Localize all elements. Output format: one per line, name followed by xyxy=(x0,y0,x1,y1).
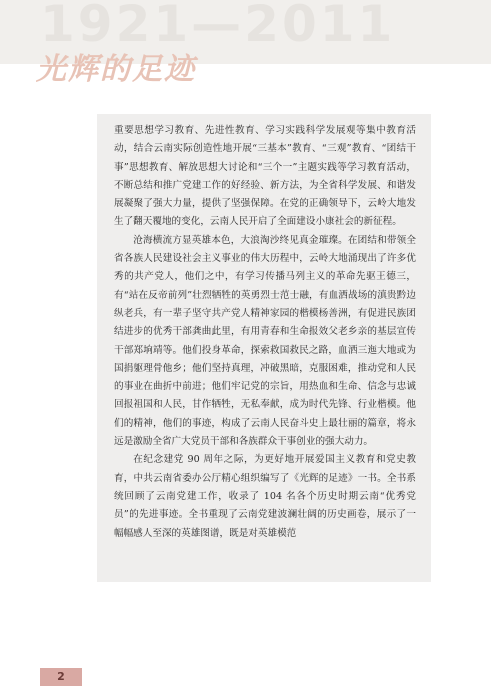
book-title: 光辉的足迹 xyxy=(36,52,196,87)
paragraph-2: 沧海横流方显英雄本色，大浪淘沙终见真金璀璨。在团结和带领全省各族人民建设社会主义事业的伟大历程中，云岭大地涌现出了许多优秀的共产党人，他们之中，有学习传播马列主义的革命先驱王德三，有“站在反帝前列”壮烈牺牲的英勇烈士范士融，有血洒战场的滇贵黔边纵老兵，有一辈子坚守共产党人精神家园的楷模杨善洲，有促进民族团结进步的优秀干部龚曲此里，有用青春和生命报效父老乡亲的基层宣传干部郑垧靖等。他们投身革命，探索救国救民之路，血洒三迤大地或为国捐躯理骨他乡；他们坚持真理，冲破黑暗，克服困难，推动党和人民的事业在曲折中前进；他们牢记党的宗旨，用热血和生命、信念与忠诚回报祖国和人民，甘作牺牲，无私奉献，成为时代先锋、行业楷模。他们的精神，他们的事迹，构成了云南人民奋斗史上最壮丽的篇章，将永远是激励全省广大党员干部和各族群众干事创业的强大动力。 xyxy=(114,234,416,448)
page-number: 2 xyxy=(57,670,65,683)
article-body xyxy=(114,122,416,543)
paragraph-3: 在纪念建党 90 周年之际，为更好地开展爱国主义教育和党史教育，中共云南省委办公厅精心组织编写了《光辉的足迹》一书。全书系统回顾了云南党建工作，收录了 104 名各个历史时期云南“优秀党员”的先进事迹。全书重现了云南党建波澜壮阔的历史画卷，展示了一幅幅感人至深的英雄图谱，既是对英雄模范 xyxy=(114,454,416,539)
paragraph-1: 重要思想学习教育、先进性教育、学习实践科学发展观等集中教育活动，结合云南实际创造性地开展“三基本”教育、“三观”教育、“团结干事”思想教育、解放思想大讨论和“三个一”主题实践等学习教育活动，不断总结和推广党建工作的好经验、新方法，为全省科学发展、和谐发展凝聚了强大力量，提供了坚强保障。在党的正确领导下，云岭大地发生了翻天覆地的变化，云南人民开启了全面建设小康社会的新征程。 xyxy=(114,125,416,228)
year-range-title: 1921—2011 xyxy=(40,0,396,53)
